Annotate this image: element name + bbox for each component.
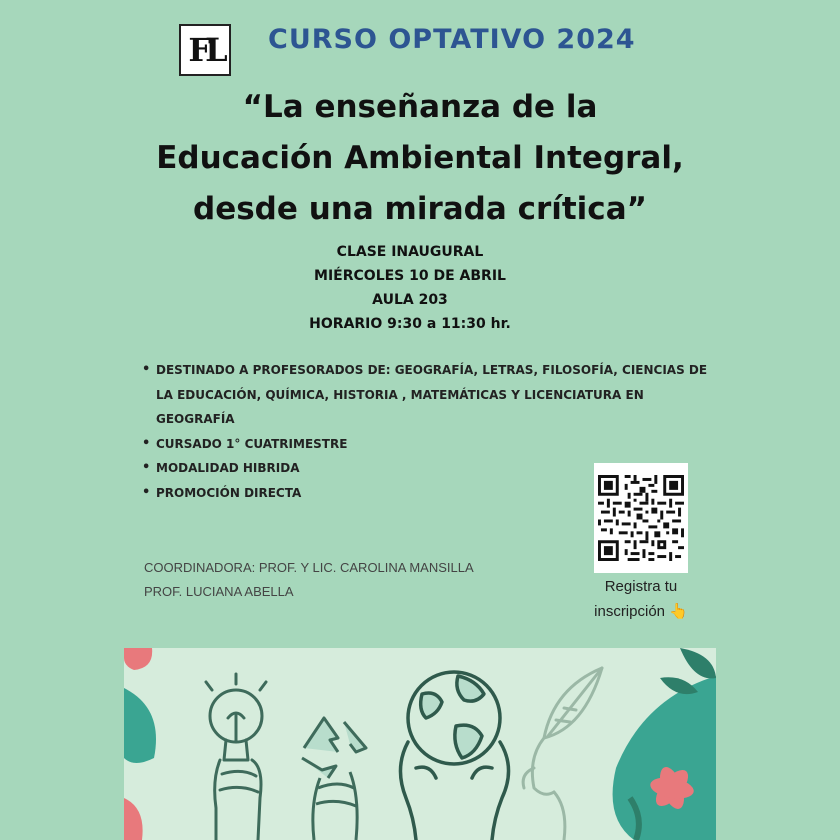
illustration-art — [124, 648, 716, 840]
main-title-line-2: Educación Ambiental Integral, — [156, 140, 684, 176]
qr-code[interactable] — [594, 463, 688, 573]
class-info-room: AULA 203 — [372, 292, 448, 308]
list-item-term: • CURSADO 1° CUATRIMESTRE — [140, 432, 720, 457]
institution-logo — [179, 24, 231, 76]
list-item-audience: • DESTINADO A PROFESORADOS DE: GEOGRAFÍA, LETRAS, FILOSOFÍA, CIENCIAS DE LA EDUCACIÓN, QUÍMICA, HISTORIA , MATEMÁTICAS Y LICENCIATURA EN GEOGRAFÍA — [140, 358, 720, 432]
lightbulb-hand-icon — [206, 674, 266, 840]
leaf-hand-icon — [523, 668, 602, 840]
left-foliage-icon — [124, 648, 156, 840]
registration-line-2: inscripción 👆 — [594, 603, 688, 620]
environment-illustration — [124, 648, 716, 840]
list-item-modality: • MODALIDAD HIBRIDA — [140, 456, 720, 481]
registration-line-1: Registra tu — [604, 578, 678, 595]
coordinators — [144, 556, 474, 604]
class-info-label: CLASE INAUGURAL — [336, 244, 484, 260]
registration-caption — [566, 574, 716, 624]
recycle-hand-icon — [302, 718, 366, 840]
class-info — [260, 240, 560, 336]
class-info-date: MIÉRCOLES 10 DE ABRIL — [314, 268, 506, 284]
main-title-line-1: “La enseñanza de la — [242, 89, 598, 125]
course-title: CURSO OPTATIVO 2024 — [268, 24, 636, 55]
qr-code-icon — [598, 475, 684, 561]
globe-hands-icon — [400, 672, 508, 840]
main-title — [100, 82, 740, 235]
logo-text: FL — [188, 31, 222, 69]
right-foliage-icon — [613, 648, 716, 840]
main-title-line-3: desde una mirada crítica” — [193, 191, 647, 227]
coordinator-line-1: COORDINADORA: PROF. Y LIC. CAROLINA MANSILLA — [144, 560, 474, 575]
coordinator-line-2: PROF. LUCIANA ABELLA — [144, 584, 294, 599]
list-item-promotion: • PROMOCIÓN DIRECTA — [140, 481, 720, 506]
class-info-time: HORARIO 9:30 a 11:30 hr. — [309, 316, 511, 332]
